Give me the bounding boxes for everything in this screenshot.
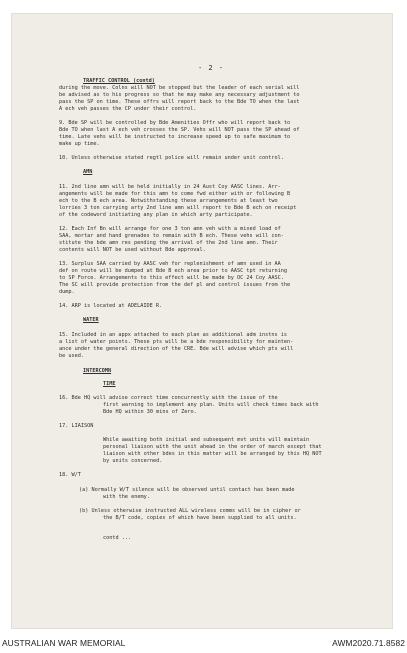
text-line: ech to the B ech area. Notwithstanding these arrangements at least two bbox=[59, 198, 278, 204]
text-line: 9. Bde SP will be controlled by Bde Amenities Offr who will report back to bbox=[59, 120, 291, 126]
text-line: make up time. bbox=[59, 141, 100, 147]
text-line: 18. W/T bbox=[59, 472, 81, 478]
reference-number: AWM2020.71.8582 bbox=[332, 638, 405, 648]
text-line: 11. 2nd line amn will be held initially in 24 Aust Coy AASC lines. Arr- bbox=[59, 184, 281, 190]
text-line: during the move. Colns will NOT be stopped but the leader of each serial will bbox=[59, 85, 300, 91]
page-number: - 2 - bbox=[198, 64, 225, 72]
text-line: 16. Bde HQ will advise correct time concurrently with the issue of the bbox=[59, 395, 278, 401]
text-line: the B/T code, copies of which have been supplied to all units. bbox=[103, 515, 297, 521]
text-line: time. Late vehs will be instructed to increase speed up to safe maximum to bbox=[59, 134, 291, 140]
text-line: (a) Normally W/T silence will be observed until contact has been made bbox=[79, 487, 295, 493]
text-line: a list of water points. These pts will be a bde responsibility for mainten- bbox=[59, 339, 294, 345]
text-line: 12. Each Inf Bn will arrange for one 3 ton amn veh with a mixed load of bbox=[59, 226, 281, 232]
text-line: angements will be made for this amn to come fwd either with or following B bbox=[59, 191, 291, 197]
text-line: 13. Surplus SAA carried by AASC veh for replenishment of amn used in AA bbox=[59, 261, 281, 267]
text-line: stitute the bde amn res pending the arrival of the 2nd line amn. Their bbox=[59, 240, 278, 246]
text-line: to SP Force. Arrangements to this effect will be made by OC 24 Coy AASC. bbox=[59, 275, 284, 281]
subsection-heading: TIME bbox=[103, 381, 116, 387]
text-line: by units concerned. bbox=[103, 458, 163, 464]
text-line: While awaiting both initial and subsequent mvt units will maintain bbox=[103, 437, 310, 443]
text-line: pass the SP on time. These offrs will report back to the Bde TO when the last bbox=[59, 99, 300, 105]
text-line: The SC will provide protection from the def pl and control issues from the bbox=[59, 282, 291, 288]
text-line: Bde TO when last A ech veh crosses the SP. Vehs will NOT pass the SP ahead of bbox=[59, 127, 300, 133]
text-line: A ech veh passes the CP under their control. bbox=[59, 106, 197, 112]
text-line: lorries 3 ton carrying arty 2nd line amn will report to Bde B ech on receipt bbox=[59, 205, 297, 211]
text-line: 15. Included in an appx attached to each plan as additional adm instns is bbox=[59, 332, 287, 338]
text-line: first warning to implement any plan. Units will check times back with bbox=[103, 402, 319, 408]
text-line: personal liaison with the unit ahead in the order of march except that bbox=[103, 444, 322, 450]
text-line: contents will NOT be used without Bde approval. bbox=[59, 247, 206, 253]
text-line: of the codeword initiating any plan in which arty participate. bbox=[59, 212, 253, 218]
section-heading: AMN bbox=[83, 169, 93, 175]
source-label: AUSTRALIAN WAR MEMORIAL bbox=[2, 638, 126, 648]
footer bbox=[0, 629, 407, 653]
document-text bbox=[12, 14, 392, 628]
text-line: 14. ARP is located at ADELAIDE R. bbox=[59, 303, 163, 309]
text-line: ance under the general direction of the CRE. Bde will advise which pts will bbox=[59, 346, 294, 352]
text-line: dump. bbox=[59, 289, 75, 295]
text-line: 10. Unless otherwise stated regtl police will remain under unit control. bbox=[59, 155, 284, 161]
section-heading: WATER bbox=[83, 317, 99, 323]
text-line: 17. LIAISON bbox=[59, 423, 94, 429]
section-heading: TRAFFIC CONTROL (contd) bbox=[83, 78, 155, 84]
text-line: with the enemy. bbox=[103, 494, 150, 500]
section-heading: INTERCOMN bbox=[83, 368, 112, 374]
text-line: be used. bbox=[59, 353, 84, 359]
text-line: contd ... bbox=[103, 535, 132, 541]
text-line: def on route will be dumped at Bde B ech area prior to AASC tpt returning bbox=[59, 268, 287, 274]
text-line: (b) Unless otherwise instructed ALL wireless comms will be in cipher or bbox=[79, 508, 301, 514]
text-line: Bde HQ within 30 mins of Zero. bbox=[103, 409, 197, 415]
text-line: be advised as to his progress so that he may make any necessary adjustment to bbox=[59, 92, 300, 98]
text-line: SAA, mortar and hand grenades to remain with B ech. These vehs will con- bbox=[59, 233, 284, 239]
document-page bbox=[12, 14, 392, 628]
text-line: liaison with other bdes in this matter will be arranged by this HQ NOT bbox=[103, 451, 322, 457]
